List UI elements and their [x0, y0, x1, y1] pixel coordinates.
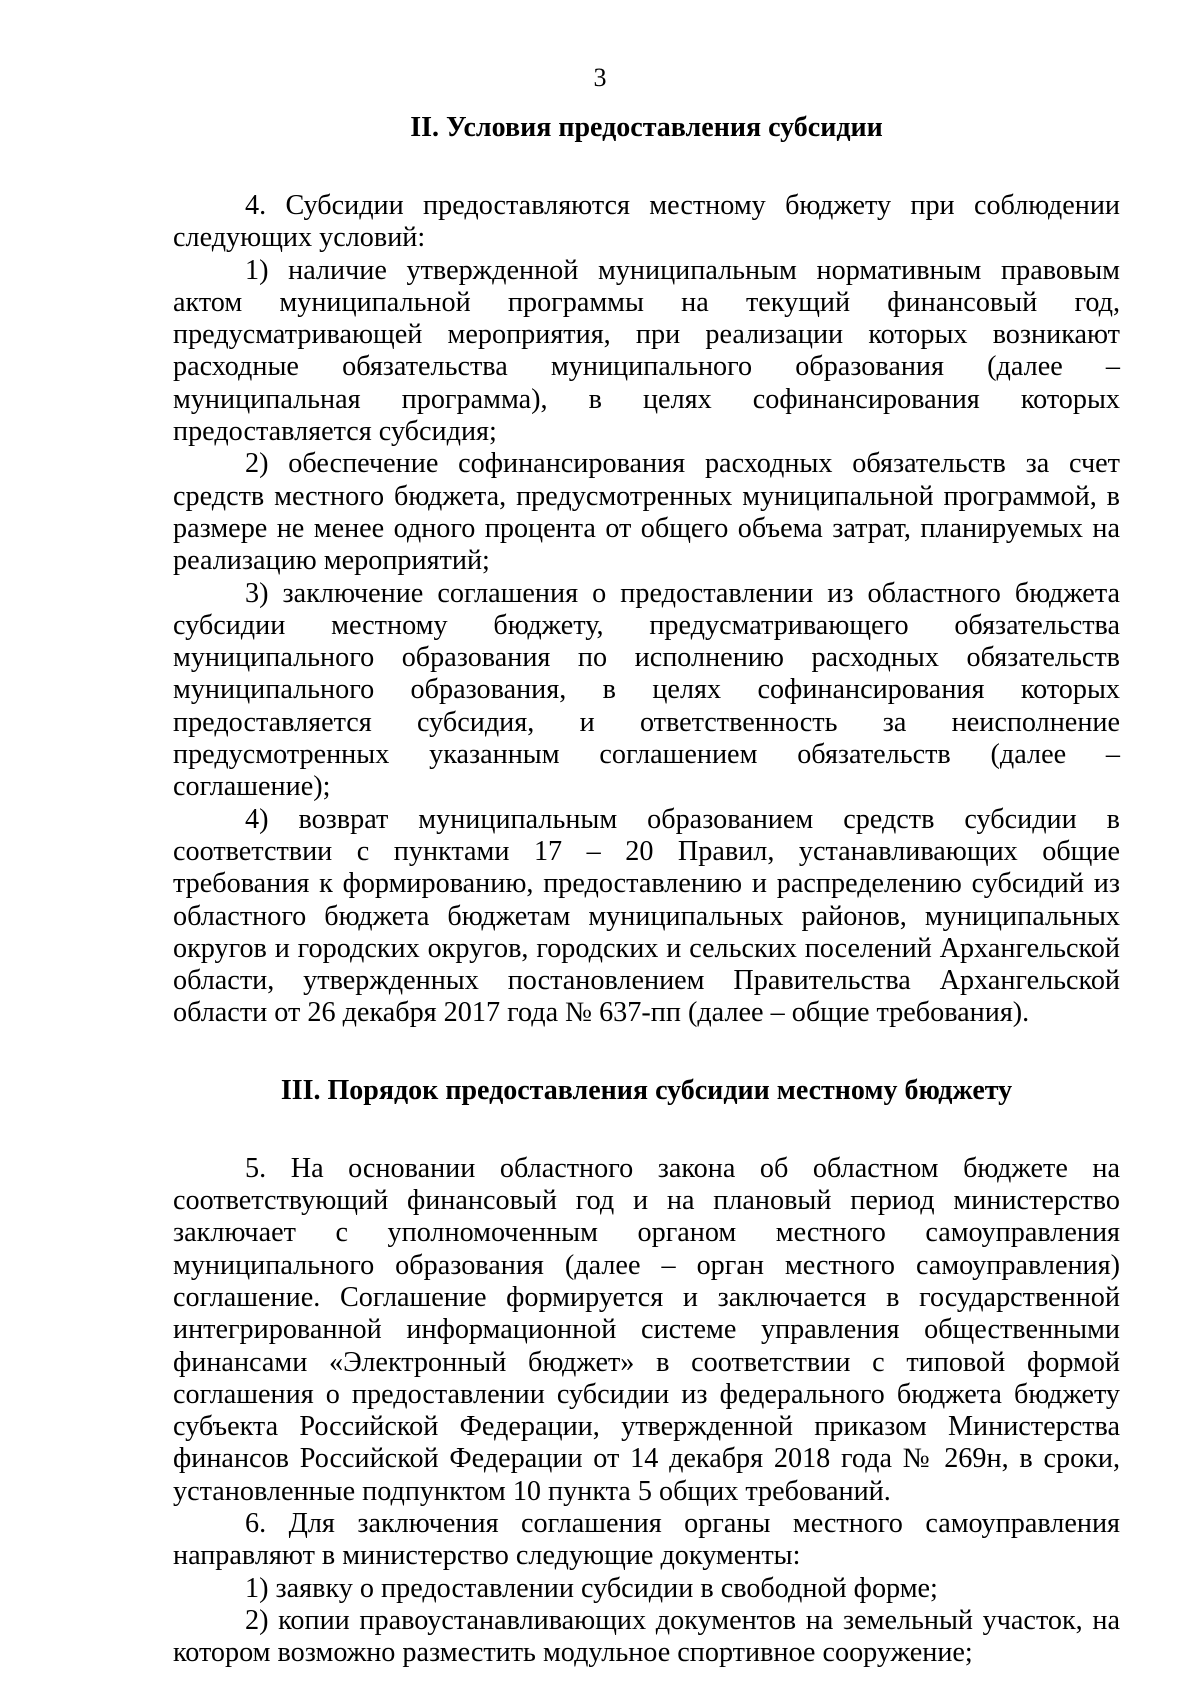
page-number: 3 — [593, 63, 607, 92]
paragraph-condition-4: 4) возврат муниципальным образованием средств субсидии в соответствии с пунктами 17 – 20 Правил, устанавливающих общие требования к формированию, предоставлению и распределению субсидий из областного бюджета бюджетам муниципальных районов, муниципальных округов и городских округов, городских и сельских поселений Архангельской области, утвержденных постановлением Правительства Архангельской области от 26 декабря 2017 года № 637-пп (далее – общие требования). — [173, 803, 1120, 1029]
paragraph-condition-2: 2) обеспечение софинансирования расходных обязательств за счет средств местного бюджета, предусмотренных муниципальной программой, в размере не менее одного процента от общего объема затрат, планируемых на реализацию мероприятий; — [173, 448, 1120, 577]
section-title-procedure: III. Порядок предоставления субсидии местному бюджету — [280, 1074, 1013, 1106]
paragraph-condition-1: 1) наличие утвержденной муниципальным нормативным правовым актом муниципальной программы на текущий финансовый год, предусматривающей мероприятия, при реализации которых возникают расходные обязательства муниципального образования (далее – муниципальная программа), в целях софинансирования которых предоставляется субсидия; — [173, 254, 1120, 448]
paragraph-condition-3: 3) заключение соглашения о предоставлении из областного бюджета субсидии местному бюджету, предусматривающего обязательства муниципального образования по исполнению расходных обязательств муниципального образования, в целях софинансирования которых предоставляется субсидия, и ответственность за неисполнение предусмотренных указанным соглашением обязательств (далее – соглашение); — [173, 577, 1120, 803]
paragraph-document-2: 2) копии правоустанавливающих документов на земельный участок, на котором возможно разместить модульное спортивное сооружение; — [173, 1604, 1120, 1669]
paragraph-item-5: 5. На основании областного закона об областном бюджете на соответствующий финансовый год и на плановый период министерство заключает с уполномоченным органом местного самоуправления муниципального образования (далее – орган местного самоуправления) соглашение. Соглашение формируется и заключается в государственной интегрированной информационной системе управления общественными финансами «Электронный бюджет» в соответствии с типовой формой соглашения о предоставлении субсидии из федерального бюджета бюджету субъекта Российской Федерации, утвержденной приказом Министерства финансов Российской Федерации от 14 декабря 2018 года № 269н, в сроки, установленные подпунктом 10 пункта 5 общих требований. — [173, 1152, 1120, 1507]
section-title-conditions: II. Условия предоставления субсидии — [410, 112, 883, 143]
document-body — [173, 112, 1120, 1669]
paragraph-item-4: 4. Субсидии предоставляются местному бюджету при соблюдении следующих условий: — [173, 190, 1120, 254]
paragraph-document-1: 1) заявку о предоставлении субсидии в свободной форме; — [245, 1572, 938, 1604]
paragraph-item-6: 6. Для заключения соглашения органы местного самоуправления направляют в министерство следующие документы: — [173, 1507, 1120, 1572]
